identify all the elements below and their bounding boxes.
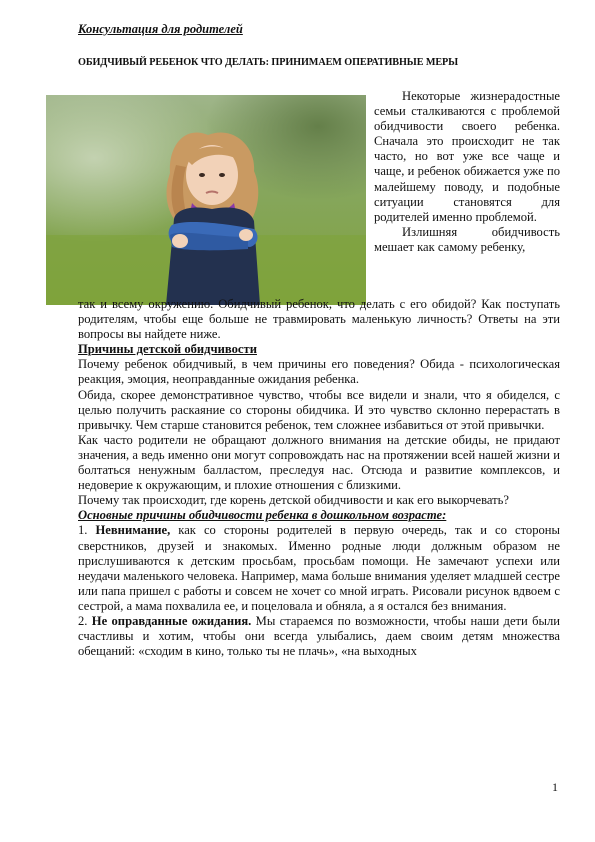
intro-paragraph-2-start: Излишняя обидчивость мешает как самому ребенку, <box>374 224 560 254</box>
consultation-label: Консультация для родителей <box>78 22 243 36</box>
child-photo <box>46 95 366 305</box>
main-causes-heading-line <box>78 508 560 523</box>
causes-paragraph-4: Почему так происходит, где корень детской обидчивости и как его выкорчевать? <box>78 493 509 508</box>
causes-paragraph-2: Обида, скорее демонстративное чувство, чтобы все видели и знали, что я обиделся, с целью получить раскаяние со стороны обидчика. И это чувство склонно перерастать в привычку. Чем старше становится ребенок, тем сложнее избавиться от этой привычки. <box>78 387 560 432</box>
intro-paragraph-1: Некоторые жизнерадостные семьи сталкиваются с проблемой обидчивости своего ребенка. Сначала это происходит не так часто, но вот уже все чаще и чаще, и ребенок обижается уже по малейшему поводу, и подобные ситуации становятся для родителей именно проблемой. <box>374 89 560 224</box>
list-item-bold: Не оправданные ожидания. <box>91 613 252 628</box>
intro-side-text <box>374 89 560 255</box>
causes-paragraph-1: Почему ребенок обидчивый, в чем причины его поведения? Обида - психологическая реакция, эмоция, неоправданные ожидания ребенка. <box>78 357 560 387</box>
causes-paragraph-3: Как часто родители не обращают должного внимания на детские обиды, не придают значения, а ведь именно они могут сопровождать нас на протяжении всей нашей жизни и болтаться ненужным балластом, преследуя нас. Отсюда и развитие комплексов, и недоверие к окружающим, и плохие отношения с близкими. <box>78 432 560 493</box>
main-causes-heading: Основные причины обидчивости ребенка в дошкольном возрасте: <box>78 508 447 523</box>
list-item-number: 2. <box>78 613 88 628</box>
intro-paragraph-2-rest: так и всему окружению. Обидчивый ребенок, что делать с его обидой? Как поступать родителям, чтобы еще больше не травмировать маленькую личность? Ответы на эти вопросы вы найдете ниже. <box>78 297 560 342</box>
list-item-text: как со стороны родителей в первую очередь, так и со стороны сверстников, друзей и знакомых. Именно родные люди должным образом не прислушиваются к детским просьбам, просьбам помощи. Не замечают успехи или неудачи маленького человека. Например, мама больше внимания уделяет младшей сестре или папа пришел с работы и совсем не хочет со мной играть. Рисовали рисунок вдвоем с сестрой, а мама похвалила ее, и поцеловала и обняла, а я остался без внимания. <box>78 523 560 613</box>
causes-heading-line <box>78 342 560 357</box>
main-text <box>78 297 560 659</box>
list-item-number: 1. <box>78 523 88 538</box>
list-item <box>78 614 560 659</box>
list-item-bold: Невнимание, <box>95 523 171 538</box>
causes-heading: Причины детской обидчивости <box>78 342 257 357</box>
document-title: ОБИДЧИВЫЙ РЕБЕНОК ЧТО ДЕЛАТЬ: ПРИНИМАЕМ ОПЕРАТИВНЫЕ МЕРЫ <box>78 57 459 68</box>
page-number: 1 <box>552 780 558 794</box>
list-item <box>78 523 560 614</box>
list-item-text: Мы стараемся по возможности, чтобы наши дети были счастливы и хотим, чтобы они всегда улыбались, даем своим детям множества обещаний: «сходим в кино, только ты не плачь», «на выходных <box>78 613 561 659</box>
